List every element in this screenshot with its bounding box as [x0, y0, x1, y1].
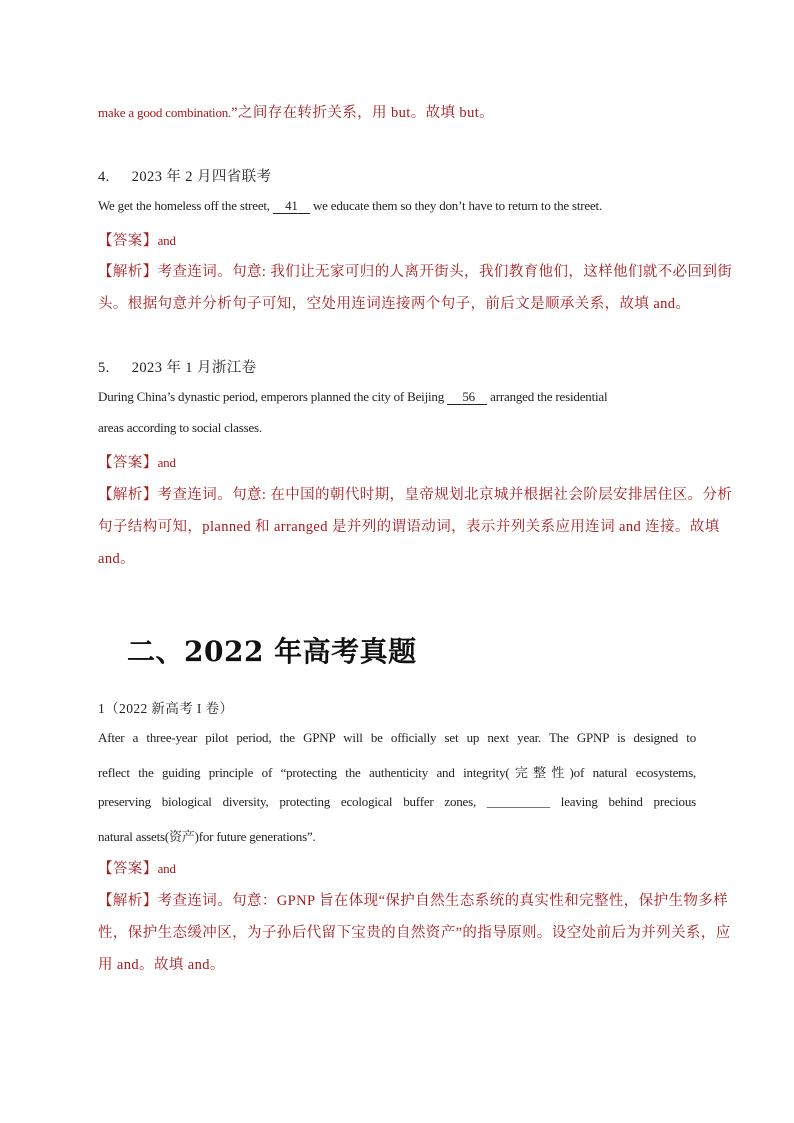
q1-analysis-line-2: 性，保护生态缓冲区，为子孙后代留下宝贵的自然资产”的指导原则。设空处前后为并列关系，应: [98, 925, 731, 941]
q4-blank: [273, 198, 310, 214]
q5-header: [98, 356, 257, 377]
q1-analysis-tag: 【解析】: [98, 893, 158, 909]
q4-analysis-line-2: 头。根据句意并分析句子可知，空处用连词连接两个句子，前后文是顺承关系，故填 and。: [98, 296, 691, 312]
q1-passage-pre: preserving biological diversity, protecting ecological buffer zones,: [98, 794, 487, 809]
q4-answer: [98, 229, 176, 250]
q4-analysis-line-1: [98, 260, 732, 281]
q5-analysis-text-1: 考查连词。句意: 在中国的朝代时期，皇帝规划北京城并根据社会阶层安排居住区。分析: [157, 487, 733, 503]
q5-analysis-tag: 【解析】: [98, 487, 158, 503]
q1-passage-line-1: After a three-year pilot period, the GPNP will be officially set up next year. The GPNP is designed to: [98, 730, 696, 745]
q5-blank-number: 56: [462, 389, 475, 404]
q5-sentence-pre: During China’s dynastic period, emperors planned the city of Beijing: [98, 389, 448, 404]
q4-analysis-text-1: 考查连词。句意: 我们让无家可归的人离开街头，我们教育他们，这样他们就不必回到街: [157, 264, 733, 280]
q1-analysis-line-3: 用 and。故填 and。: [98, 957, 225, 973]
q1-blank: __________: [486, 794, 550, 809]
q1-answer-tag: 【答案】: [98, 861, 158, 877]
q5-analysis-line-3: and。: [98, 551, 136, 567]
q5-sentence-line-1: [98, 389, 607, 405]
q4-sentence-post: we educate them so they don’t have to return to the street.: [309, 198, 603, 213]
q5-sentence-post: arranged the residential: [487, 389, 608, 404]
q1-analysis-line-1: [98, 889, 728, 910]
previous-analysis-continuation: [98, 101, 494, 122]
q1-passage-line-3: [98, 794, 696, 810]
continuation-cn: ”之间存在转折关系，用 but。故填 but。: [231, 105, 495, 121]
q4-answer-value: and: [157, 233, 176, 248]
q4-sentence: [98, 198, 602, 214]
q1-source: 1（2022 新高考 I 卷）: [98, 701, 234, 716]
q5-source: 2023 年 1 月浙江卷: [131, 360, 257, 376]
q4-source: 2023 年 2 月四省联考: [131, 169, 272, 185]
q5-sentence-line-2: areas according to social classes.: [98, 420, 262, 435]
q1-passage-line-4: natural assets(资产)for future generations”.: [98, 829, 316, 844]
q1-passage-post: leaving behind precious: [549, 794, 696, 809]
q4-header: [98, 165, 271, 186]
q5-analysis-line-2: 句子结构可知，planned 和 arranged 是并列的谓语动词，表示并列关系应用连词 and 连接。故填: [98, 519, 720, 535]
q5-answer-tag: 【答案】: [98, 455, 158, 471]
q4-number: 4.: [98, 169, 110, 185]
q5-blank: [447, 389, 487, 405]
q4-analysis-tag: 【解析】: [98, 264, 158, 280]
q5-analysis-line-1: [98, 483, 732, 504]
q1-analysis-text-1: 考查连词。句意：GPNP 旨在体现“保护自然生态系统的真实性和完整性，保护生物多样: [157, 893, 729, 909]
q1-answer: [98, 857, 176, 878]
q4-sentence-pre: We get the homeless off the street,: [98, 198, 273, 213]
continuation-en: make a good combination.: [98, 105, 232, 120]
q1-passage-line-2: reflect the guiding principle of “protecting the authenticity and integrity(完整性)of natural ecosystems,: [98, 765, 696, 780]
q4-blank-number: 41: [285, 198, 298, 213]
q4-answer-tag: 【答案】: [98, 233, 158, 249]
section-heading: 二、2022 年高考真题: [127, 635, 417, 668]
q5-answer-value: and: [157, 455, 176, 470]
q5-answer: [98, 451, 176, 472]
q5-number: 5.: [98, 360, 110, 376]
q1-answer-value: and: [157, 861, 176, 876]
